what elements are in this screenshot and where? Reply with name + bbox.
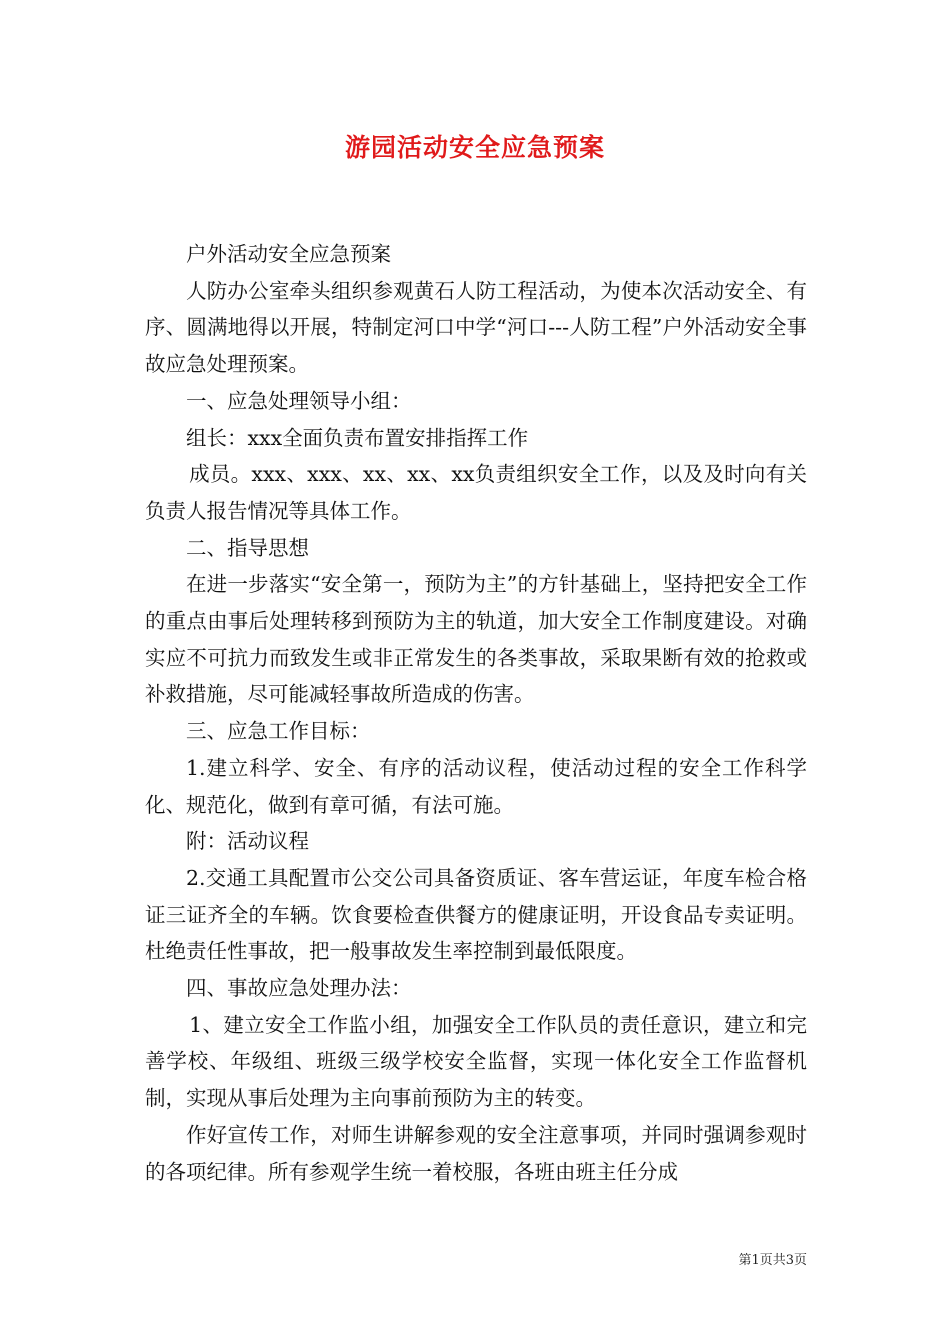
paragraph: 1、建立安全工作监小组，加强安全工作队员的责任意识，建立和完善学校、年级组、班级三级学校安全监督，实现一体化安全工作监督机制，实现从事后处理为主向事前预防为主的转变。 xyxy=(145,1012,807,1111)
paragraph: 一、应急处理领导小组： xyxy=(186,388,412,413)
document-body xyxy=(145,236,807,1190)
page-number-footer: 第1页共3页 xyxy=(738,1253,807,1268)
paragraph: 2.交通工具配置市公交公司具备资质证、客车营运证，年度车检合格证三证齐全的车辆。饮食要检查供餐方的健康证明，开设食品专卖证明。杜绝责任性事故，把一般事故发生率控制到最低限度。 xyxy=(145,865,807,964)
paragraph: 作好宣传工作，对师生讲解参观的安全注意事项，并同时强调参观时的各项纪律。所有参观学生统一着校服，各班由班主任分成 xyxy=(145,1122,807,1184)
paragraph: 组长：xxx全面负责布置安排指挥工作 xyxy=(186,425,529,450)
document-title: 游园活动安全应急预案 xyxy=(344,133,605,162)
paragraph: 四、事故应急处理办法： xyxy=(186,976,412,1001)
paragraph: 人防办公室牵头组织参观黄石人防工程活动，为使本次活动安全、有序、圆满地得以开展，特制定河口中学“河口---人防工程”户外活动安全事故应急处理预案。 xyxy=(145,278,807,377)
paragraph: 1.建立科学、安全、有序的活动议程，使活动过程的安全工作科学化、规范化，做到有章可循，有法可施。 xyxy=(145,755,807,817)
paragraph: 二、指导思想 xyxy=(186,535,309,560)
paragraph: 成员。xxx、xxx、xx、xx、xx负责组织安全工作，以及及时向有关负责人报告情况等具体工作。 xyxy=(145,462,807,523)
paragraph: 三、应急工作目标： xyxy=(186,719,371,744)
paragraph: 附：活动议程 xyxy=(186,829,309,854)
paragraph: 户外活动安全应急预案 xyxy=(186,242,391,266)
paragraph: 在进一步落实“安全第一，预防为主”的方针基础上，坚持把安全工作的重点由事后处理转移到预防为主的轨道，加大安全工作制度建设。对确实应不可抗力而致发生或非正常发生的各类事故，采取果断有效的抢救或补救措施，尽可能减轻事故所造成的伤害。 xyxy=(145,572,807,707)
